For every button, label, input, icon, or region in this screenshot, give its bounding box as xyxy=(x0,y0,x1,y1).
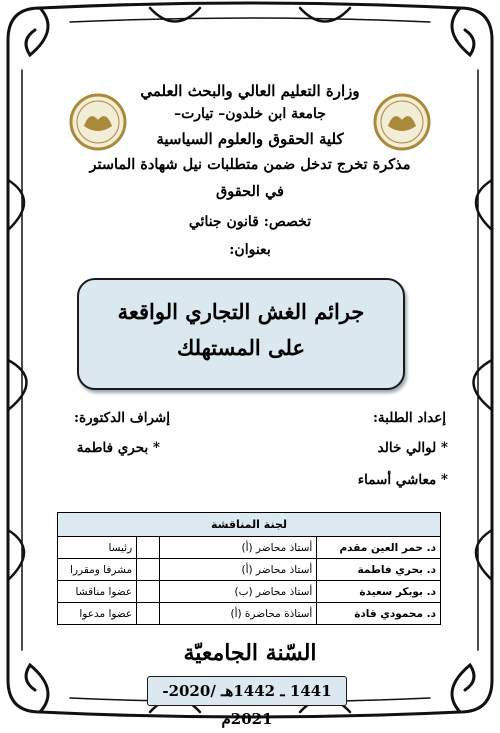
empty-cell xyxy=(137,603,159,625)
table-row xyxy=(58,603,441,625)
member-name: د. محمودي قادة xyxy=(317,603,441,625)
committee-header: لجنة المناقشة xyxy=(58,513,441,537)
students-label: إعداد الطلبة: xyxy=(372,410,446,426)
university-name: جامعة ابن خلدون– تيارت– xyxy=(174,106,326,122)
member-rank: أستاذة محاضرة (أ) xyxy=(159,603,317,625)
member-role: مشرفا ومقررا xyxy=(58,559,137,581)
ministry-name: وزارة التعليم العالي والبحث العلمي xyxy=(140,82,360,100)
committee-header-row xyxy=(58,513,441,537)
member-role: عضوا مدعوا xyxy=(58,603,137,625)
empty-cell xyxy=(137,537,159,559)
table-row xyxy=(58,559,441,581)
member-role: رئيسا xyxy=(58,537,137,559)
title-label: بعنوان: xyxy=(229,242,271,258)
member-role: عضوا مناقشا xyxy=(58,581,137,603)
committee-table xyxy=(57,512,441,625)
member-rank: أستاذ محاضر (ب) xyxy=(159,581,317,603)
empty-cell xyxy=(137,581,159,603)
supervisor-name: * بحري فاطمة xyxy=(76,440,160,456)
supervisor-label: إشراف الدكتورة: xyxy=(74,410,170,426)
academic-year-label: السّنة الجامعيّة xyxy=(183,640,317,666)
purpose-line-2: في الحقوق xyxy=(216,183,284,200)
member-rank: أستاذ محاضر (أ) xyxy=(159,559,317,581)
faculty-name: كلية الحقوق والعلوم السياسية xyxy=(156,130,344,148)
academic-year-value: 1441 ـ 1442هـ /2020- 2021م xyxy=(147,676,347,706)
member-name: د. بحري فاطمة xyxy=(317,559,441,581)
purpose-line-1: مذكرة تخرج تدخل ضمن متطلبات نيل شهادة الماستر xyxy=(89,156,411,173)
student-name-1: * لوالي خالد xyxy=(377,440,448,456)
thesis-title-line-2: على المستهلك xyxy=(176,335,306,360)
table-row xyxy=(58,537,441,559)
empty-cell xyxy=(137,559,159,581)
table-row xyxy=(58,581,441,603)
member-name: د. حمر العين مقدم xyxy=(317,537,441,559)
thesis-title-line-1: جرائم الغش التجاري الواقعة xyxy=(117,299,365,324)
thesis-title-box xyxy=(77,278,405,390)
student-name-2: * معاشي أسماء xyxy=(357,472,448,488)
member-rank: أستاذ محاضر (أ) xyxy=(159,537,317,559)
specialty: تخصص: قانون جنائي xyxy=(188,214,312,230)
member-name: د. بوبكر سعيدة xyxy=(317,581,441,603)
